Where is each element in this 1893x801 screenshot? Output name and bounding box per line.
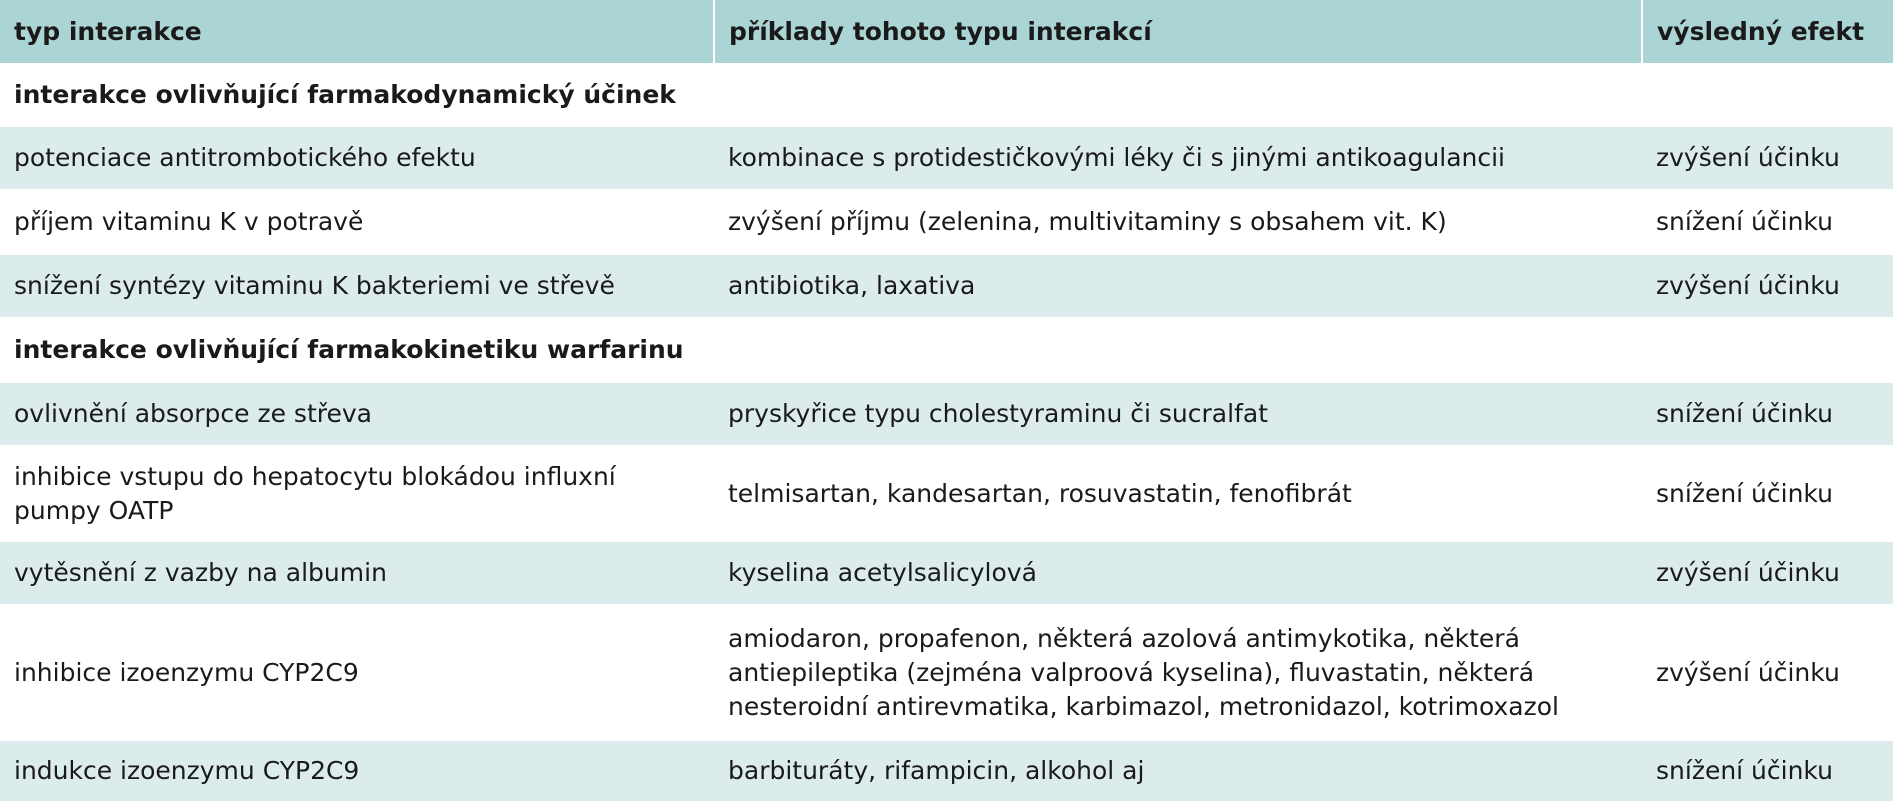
cell-type: indukce izoenzymu CYP2C9 — [0, 740, 714, 801]
section-row-pharmacokinetic — [0, 318, 1893, 382]
header-interaction-type: typ interakce — [0, 0, 714, 64]
table-row — [0, 382, 1893, 446]
table-row — [0, 126, 1893, 190]
cell-effect: zvýšení účinku — [1642, 254, 1893, 318]
cell-examples: amiodaron, propafenon, některá azolová antimykotika, některá antiepileptika (zejména valproová kyselina), fluvastatin, některá nesteroidní antirevmatika, karbimazol, metronidazol, kotrimoxazol — [714, 605, 1642, 740]
cell-effect: zvýšení účinku — [1642, 126, 1893, 190]
cell-type: inhibice izoenzymu CYP2C9 — [0, 605, 714, 740]
cell-examples: pryskyřice typu cholestyraminu či sucralfat — [714, 382, 1642, 446]
cell-examples: barbituráty, rifampicin, alkohol aj — [714, 740, 1642, 801]
cell-effect: snížení účinku — [1642, 190, 1893, 254]
section-title: interakce ovlivňující farmakodynamický účinek — [0, 64, 1893, 126]
cell-type: potenciace antitrombotického efektu — [0, 126, 714, 190]
cell-examples: antibiotika, laxativa — [714, 254, 1642, 318]
cell-examples: kyselina acetylsalicylová — [714, 541, 1642, 605]
cell-effect: zvýšení účinku — [1642, 541, 1893, 605]
cell-effect: snížení účinku — [1642, 446, 1893, 541]
cell-type: inhibice vstupu do hepatocytu blokádou influxní pumpy OATP — [0, 446, 714, 541]
cell-type: příjem vitaminu K v potravě — [0, 190, 714, 254]
cell-examples: zvýšení příjmu (zelenina, multivitaminy s obsahem vit. K) — [714, 190, 1642, 254]
cell-examples: kombinace s protidestičkovými léky či s jinými antikoagulancii — [714, 126, 1642, 190]
table-header-row — [0, 0, 1893, 64]
table-row — [0, 605, 1893, 740]
cell-effect: snížení účinku — [1642, 382, 1893, 446]
cell-type: ovlivnění absorpce ze střeva — [0, 382, 714, 446]
table-row — [0, 254, 1893, 318]
section-row-pharmacodynamic — [0, 64, 1893, 126]
table-row — [0, 190, 1893, 254]
header-examples: příklady tohoto typu interakcí — [714, 0, 1642, 64]
table-row — [0, 740, 1893, 801]
header-resulting-effect: výsledný efekt — [1642, 0, 1893, 64]
section-title: interakce ovlivňující farmakokinetiku warfarinu — [0, 318, 1893, 382]
table-row — [0, 541, 1893, 605]
table-row — [0, 446, 1893, 541]
cell-examples: telmisartan, kandesartan, rosuvastatin, fenofibrát — [714, 446, 1642, 541]
cell-type: snížení syntézy vitaminu K bakteriemi ve střevě — [0, 254, 714, 318]
cell-effect: zvýšení účinku — [1642, 605, 1893, 740]
cell-type: vytěsnění z vazby na albumin — [0, 541, 714, 605]
cell-effect: snížení účinku — [1642, 740, 1893, 801]
